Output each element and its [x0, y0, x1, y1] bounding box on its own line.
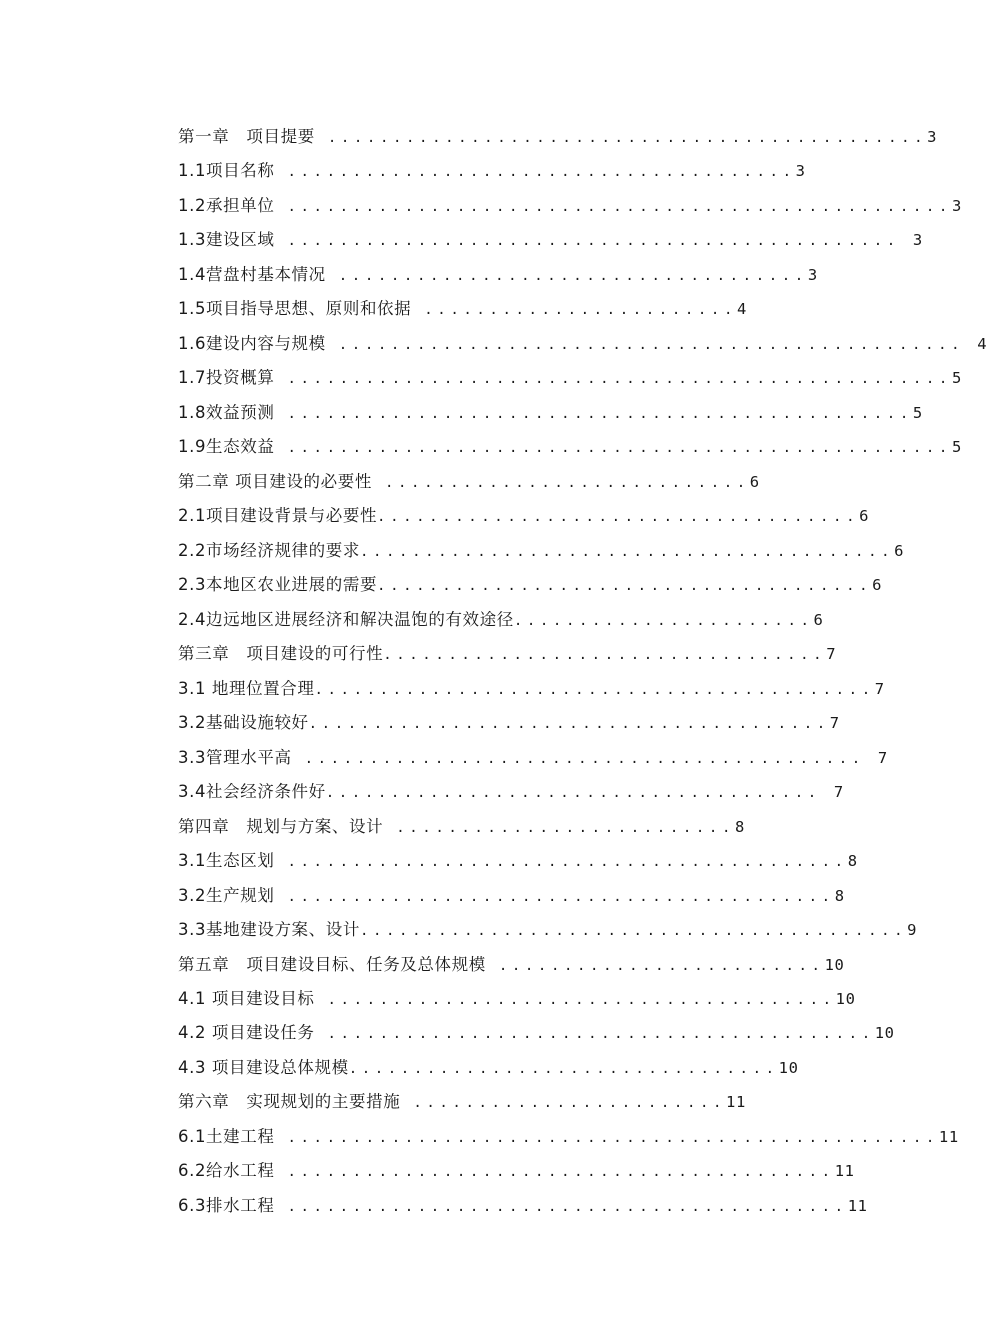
toc-entry-title: 1.9生态效益 [178, 437, 275, 456]
toc-leader-dots: .................................. [383, 647, 827, 663]
toc-leader-dots: ...................................... [325, 785, 834, 801]
toc-entry-page: 10 [874, 1024, 895, 1042]
toc-leader-dots: .................................... [325, 268, 808, 284]
toc-leader-dots: ............................ [371, 475, 750, 491]
toc-leader-dots: ........................................... [291, 751, 878, 767]
toc-entry-title: 1.4营盘村基本情况 [178, 265, 326, 284]
toc-entry-title: 1.7投资概算 [178, 368, 275, 387]
toc-entry-page: 4 [736, 300, 747, 318]
toc-leader-dots: ................................................ [325, 337, 978, 353]
toc-entry-title: 4.1 项目建设目标 [178, 989, 315, 1008]
toc-entry-page: 8 [834, 887, 845, 905]
toc-entry-title: 第四章 规划与方案、设计 [178, 817, 384, 836]
toc-leader-dots: ........................ [411, 302, 737, 318]
toc-entry[interactable] [178, 260, 818, 290]
toc-entry-page: 3 [795, 162, 806, 180]
toc-entry-title: 4.3 项目建设总体规模 [178, 1058, 349, 1077]
toc-entry-page: 7 [874, 680, 885, 698]
toc-leader-dots: ............................................... [274, 233, 913, 249]
toc-entry-page: 5 [912, 404, 923, 422]
toc-entry-page: 8 [847, 852, 858, 870]
toc-entry[interactable] [178, 708, 840, 738]
toc-leader-dots: ................................................... [274, 199, 952, 215]
toc-entry[interactable] [178, 536, 904, 566]
toc-entry-page: 6 [813, 611, 824, 629]
toc-leader-dots: .......................................... [359, 923, 908, 939]
toc-entry[interactable] [178, 501, 869, 531]
toc-leader-dots: ....................... [513, 613, 814, 629]
toc-leader-dots: ....................................... [274, 164, 796, 180]
toc-entry[interactable] [178, 122, 937, 152]
toc-leader-dots: .............................................. [314, 130, 928, 146]
toc-entry[interactable] [178, 467, 760, 497]
toc-entry-title: 1.6建设内容与规模 [178, 334, 326, 353]
toc-entry-title: 6.1土建工程 [178, 1127, 275, 1146]
toc-entry-page: 11 [726, 1093, 746, 1111]
toc-leader-dots: ................................................... [274, 371, 952, 387]
toc-entry-title: 1.3建设区域 [178, 230, 275, 249]
toc-entry-page: 5 [951, 369, 962, 387]
toc-entry[interactable] [178, 777, 844, 807]
toc-entry-title: 3.4社会经济条件好 [178, 782, 326, 801]
toc-entry[interactable] [178, 570, 882, 600]
toc-entry[interactable] [178, 984, 856, 1014]
toc-entry-title: 第三章 项目建设的可行性 [178, 644, 384, 663]
toc-entry[interactable] [178, 432, 962, 462]
toc-entry-page: 7 [829, 714, 840, 732]
toc-entry-page: 4 [977, 335, 987, 353]
toc-entry-page: 10 [824, 956, 845, 974]
toc-entry[interactable] [178, 225, 923, 255]
toc-entry-title: 第一章 项目提要 [178, 127, 315, 146]
toc-entry[interactable] [178, 1191, 868, 1221]
toc-entry-page: 6 [894, 542, 905, 560]
toc-leader-dots: ...................................... [377, 578, 873, 594]
toc-entry-page: 8 [734, 818, 745, 836]
toc-entry-title: 3.3基地建设方案、设计 [178, 920, 360, 939]
toc-leader-dots: ........................................ [308, 716, 830, 732]
toc-entry[interactable] [178, 605, 823, 635]
toc-entry-title: 第六章 实现规划的主要措施 [178, 1092, 401, 1111]
toc-entry-page: 3 [807, 266, 818, 284]
toc-entry[interactable] [178, 674, 885, 704]
toc-entry-title: 1.2承担单位 [178, 196, 275, 215]
toc-entry-title: 2.4边远地区进展经济和解决温饱的有效途径 [178, 610, 514, 629]
toc-entry-page: 6 [749, 473, 760, 491]
toc-entry-title: 3.1生态区划 [178, 851, 275, 870]
toc-leader-dots: ......................................... [359, 544, 895, 560]
toc-entry[interactable] [178, 1053, 799, 1083]
toc-entry[interactable] [178, 398, 923, 428]
toc-leader-dots: ........................................... [274, 854, 848, 870]
toc-entry-page: 6 [872, 576, 883, 594]
toc-leader-dots: ................................................... [274, 440, 952, 456]
toc-leader-dots: ................................................ [274, 406, 913, 422]
toc-entry-title: 第二章 项目建设的必要性 [178, 472, 372, 491]
toc-entry-title: 3.2基础设施较好 [178, 713, 309, 732]
toc-entry-title: 1.1项目名称 [178, 161, 275, 180]
toc-entry-page: 5 [951, 438, 962, 456]
toc-entry-page: 6 [859, 507, 870, 525]
toc-leader-dots: ......................... [485, 958, 825, 974]
toc-entry[interactable] [178, 846, 858, 876]
toc-entry[interactable] [178, 1122, 959, 1152]
toc-entry-title: 2.2市场经济规律的要求 [178, 541, 360, 560]
toc-entry-title: 6.2给水工程 [178, 1161, 275, 1180]
toc-entry-title: 第五章 项目建设目标、任务及总体规模 [178, 955, 486, 974]
toc-entry[interactable] [178, 1018, 895, 1048]
toc-entry[interactable] [178, 881, 845, 911]
toc-entry-page: 7 [826, 645, 837, 663]
toc-entry-page: 9 [907, 921, 918, 939]
toc-entry[interactable] [178, 743, 888, 773]
toc-entry-page: 3 [951, 197, 962, 215]
toc-entry-page: 10 [778, 1059, 799, 1077]
toc-entry-title: 6.3排水工程 [178, 1196, 275, 1215]
toc-entry[interactable] [178, 1156, 855, 1186]
toc-entry-title: 1.5项目指导思想、原则和依据 [178, 299, 412, 318]
toc-entry-page: 3 [912, 231, 923, 249]
toc-entry[interactable] [178, 156, 806, 186]
toc-leader-dots: ........................................... [274, 1199, 848, 1215]
toc-entry-title: 3.1 地理位置合理 [178, 679, 315, 698]
toc-leader-dots: .......................................... [314, 1026, 875, 1042]
toc-entry-page: 11 [847, 1197, 868, 1215]
toc-leader-dots: .................................................. [274, 1130, 939, 1146]
toc-entry-page: 3 [927, 128, 938, 146]
toc-entry-title: 4.2 项目建设任务 [178, 1023, 315, 1042]
toc-leader-dots: ..................................... [377, 509, 860, 525]
toc-leader-dots: ........................................... [314, 682, 875, 698]
toc-entry-title: 2.1项目建设背景与必要性 [178, 506, 378, 525]
toc-entry-title: 3.3管理水平高 [178, 748, 292, 767]
toc-entry[interactable] [178, 329, 987, 359]
toc-leader-dots: ....................................... [314, 992, 836, 1008]
toc-entry[interactable] [178, 1087, 746, 1117]
toc-entry[interactable] [178, 191, 962, 221]
toc-entry-title: 3.2生产规划 [178, 886, 275, 905]
toc-leader-dots: .......................... [383, 820, 735, 836]
toc-leader-dots: .......................................... [274, 889, 835, 905]
toc-entry-title: 1.8效益预测 [178, 403, 275, 422]
toc-entry[interactable] [178, 294, 747, 324]
toc-entry[interactable] [178, 639, 836, 669]
toc-entry-page: 7 [833, 783, 844, 801]
toc-leader-dots: ........................ [400, 1095, 727, 1111]
toc-entry-page: 10 [835, 990, 856, 1008]
toc-entry[interactable] [178, 812, 745, 842]
toc-entry-page: 11 [834, 1162, 855, 1180]
toc-leader-dots: .......................................... [274, 1164, 835, 1180]
toc-entry-page: 11 [938, 1128, 959, 1146]
toc-entry-page: 7 [877, 749, 888, 767]
toc-entry[interactable] [178, 950, 844, 980]
toc-entry-title: 2.3本地区农业进展的需要 [178, 575, 378, 594]
toc-leader-dots: ................................. [348, 1061, 779, 1077]
toc-entry[interactable] [178, 915, 917, 945]
toc-entry[interactable] [178, 363, 962, 393]
